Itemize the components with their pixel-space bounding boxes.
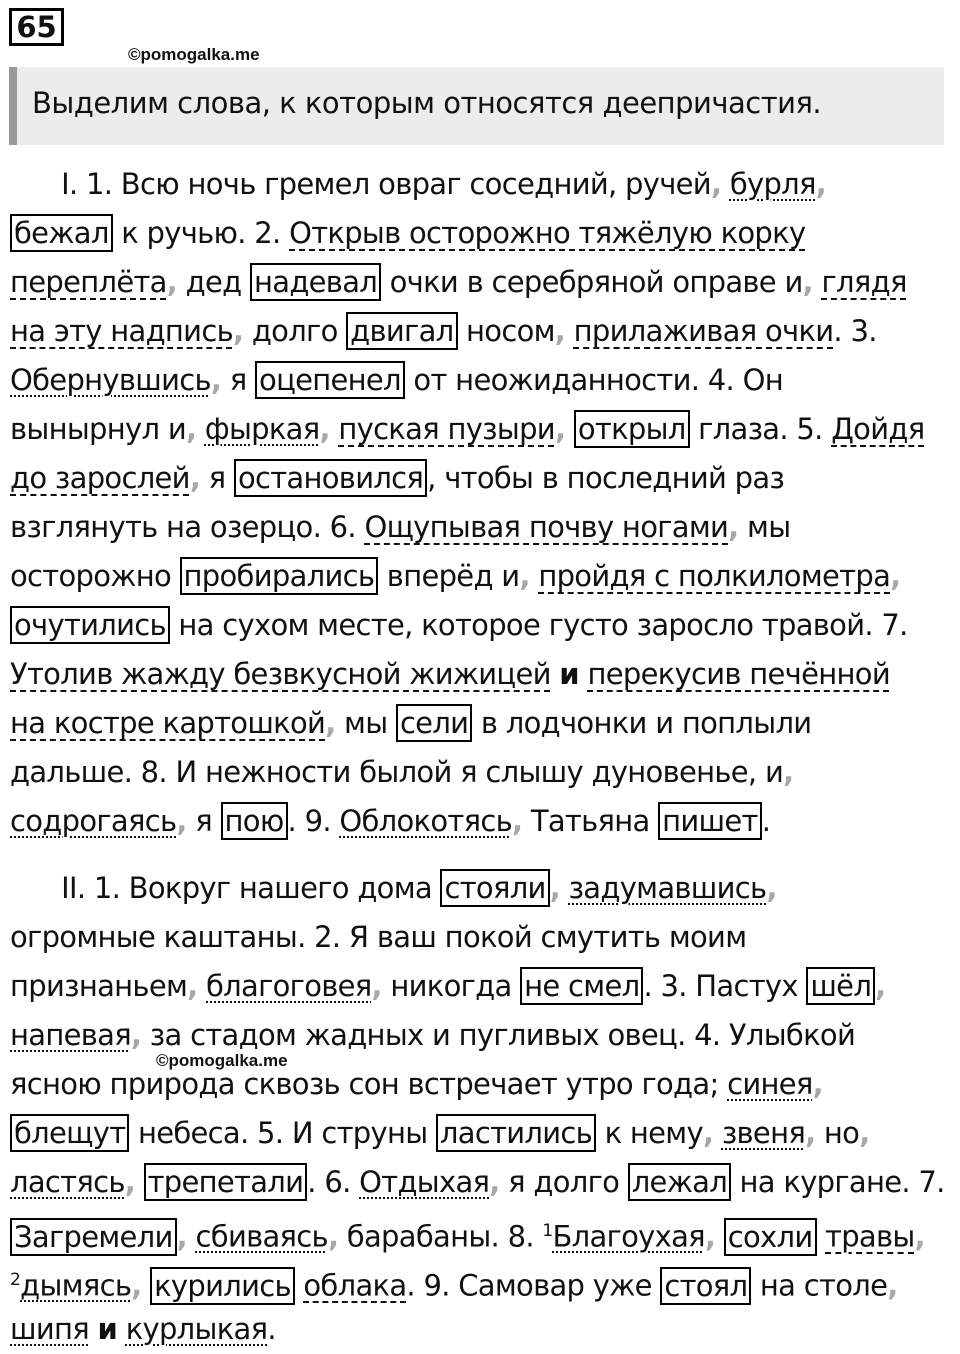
text-line: I. 1. Всю ночь гремел овраг соседний, ручей, бурля, (10, 167, 827, 201)
text-line: напевая, за стадом жадных и пугливых овец. 4. Улыбкой (10, 1018, 856, 1052)
text-line: бежал к ручью. 2. Открыв осторожно тяжёлую корку (10, 209, 955, 258)
text-line: $^2$дымясь, курились облака. 9. Самовар уже стоял на столе, (10, 1268, 898, 1303)
task-text: Выделим слова, к которым относятся деепричастия. (32, 86, 822, 120)
text-line: на эту надпись, долго двигал носом, прилаживая очки. 3. (10, 314, 877, 348)
text-line: взглянуть на озерцо. 6. Ощупывая почву ногами, мы (10, 510, 791, 544)
text-line: ластясь, трепетали . 6. Отдыхая, я долго лежал на кургане. 7. (10, 1165, 945, 1199)
exercise-number: 65 (9, 8, 64, 46)
text-line: Загремели , сбиваясь, барабаны. 8. $^1$Благоухая, сохли травы, (10, 1207, 955, 1256)
text-line: очутились на сухом месте, которое густо заросло травой. 7. (10, 601, 955, 650)
text-line: содрогаясь, я пою . 9. Облокотясь, Татьяна пишет . (10, 804, 771, 838)
text-line: осторожно пробирались вперёд и, пройдя с полкилометра, (10, 559, 901, 593)
text-line: дальше. 8. И нежности былой я слышу дуновенье, и, (10, 755, 794, 789)
text-line: шипя и курлыкая. (10, 1312, 276, 1346)
text-line: на костре картошкой, мы сели в лодчонки и поплыли (10, 706, 812, 740)
watermark-top: ©pomogalka.me (128, 45, 260, 64)
text-line: вынырнул и, фыркая, пуская пузыри, открыл глаза. 5. Дойдя (10, 412, 925, 446)
text-line: огромные каштаны. 2. Я ваш покой смутить моим (10, 920, 747, 954)
text-line: Утолив жажду безвкусной жижицей и перекусив печённой (10, 657, 890, 691)
text-line: признаньем, благоговея, никогда не смел . 3. Пастух шёл , (10, 969, 886, 1003)
part-2 (10, 864, 955, 1354)
part-1 (10, 160, 955, 846)
watermark-middle: ©pomogalka.me (156, 1051, 288, 1070)
text-line: II. 1. Вокруг нашего дома стояли , задумавшись, (10, 871, 777, 905)
text-line: переплёта, дед надевал очки в серебряной оправе и, глядя (10, 265, 907, 299)
task-box (9, 67, 944, 145)
text-line: ясною природа сквозь сон встречает утро года; синея, (10, 1067, 823, 1101)
text-line: до зарослей, я остановился , чтобы в последний раз (10, 461, 785, 495)
text-line: Обернувшись, я оцепенел от неожиданности. 4. Он (10, 363, 783, 397)
text-line: блещут небеса. 5. И струны ластились к нему, звеня, но, (10, 1109, 955, 1158)
